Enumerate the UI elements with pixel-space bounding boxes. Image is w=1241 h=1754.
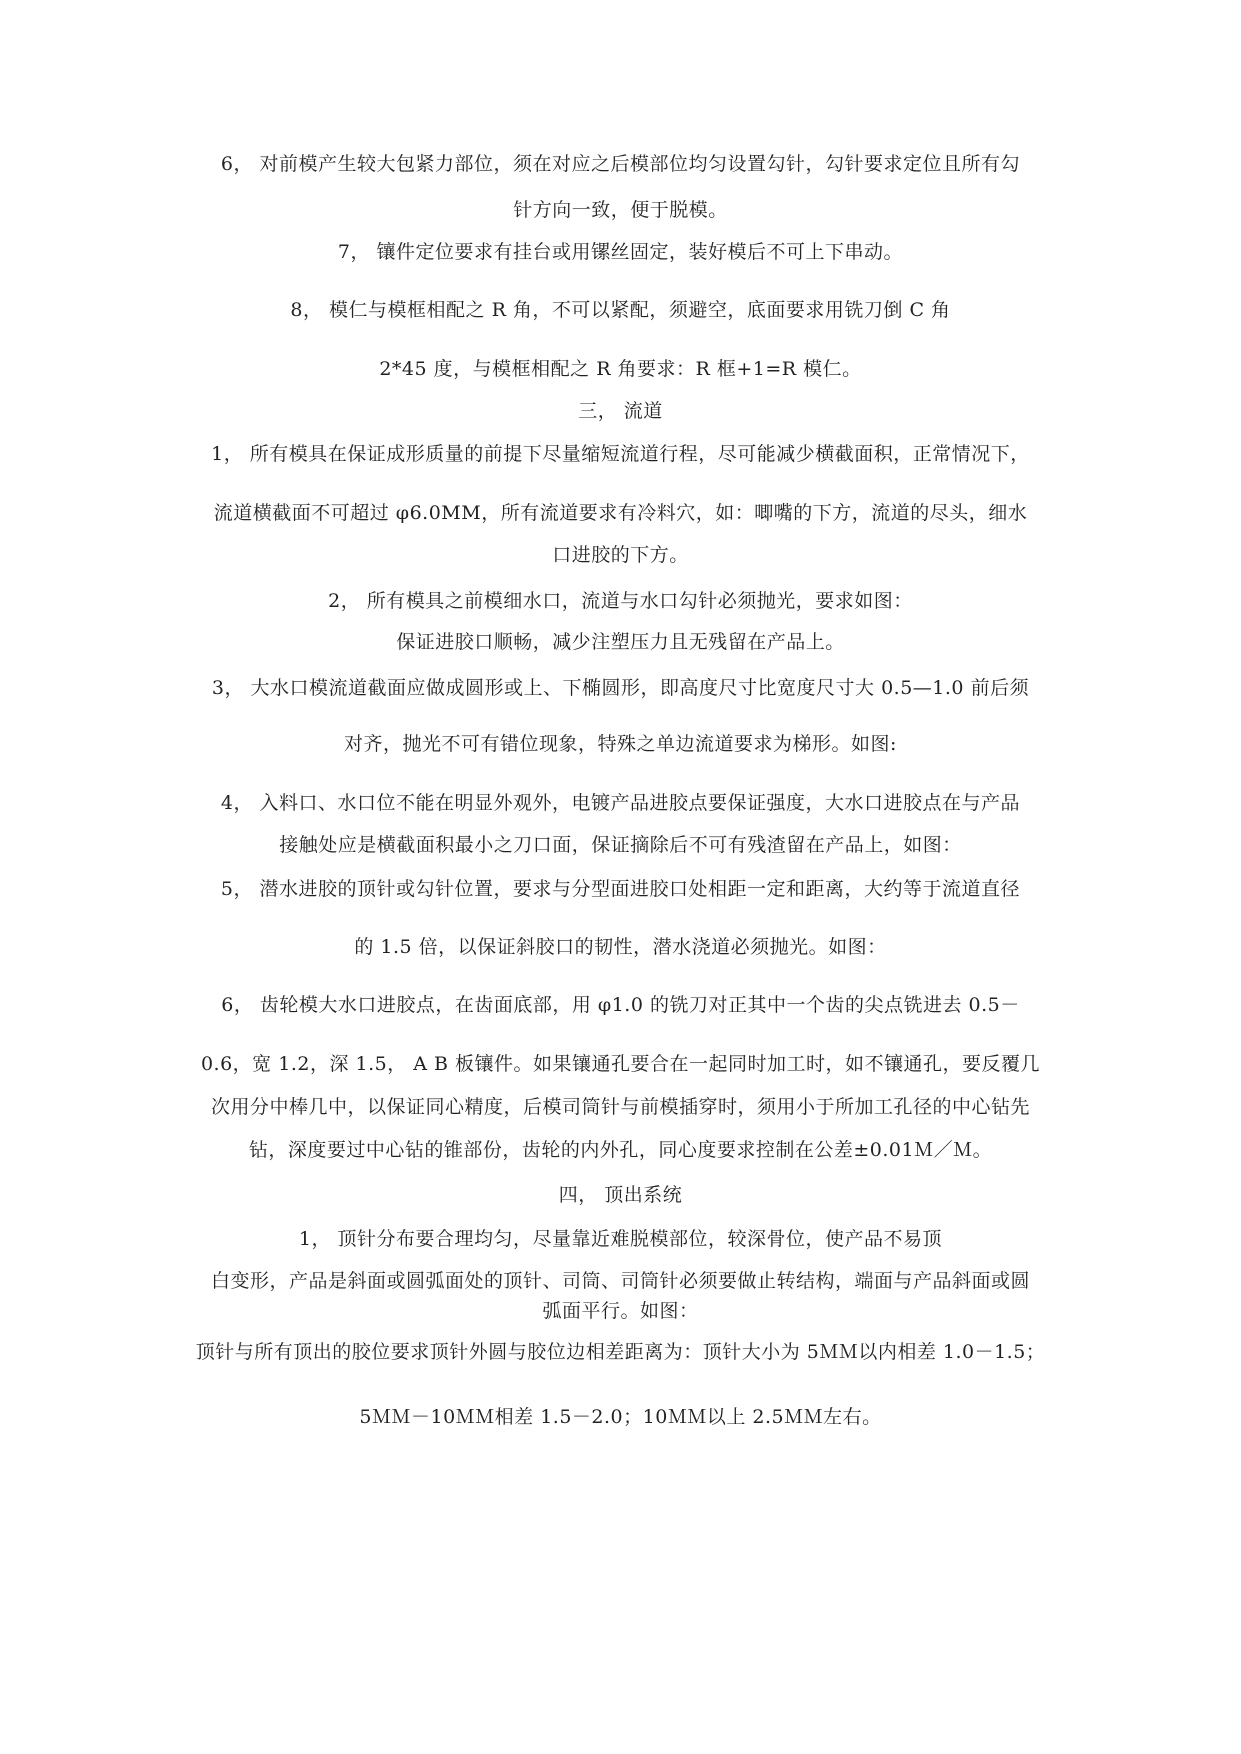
text-line: 钻，深度要过中心钻的锥部份，齿轮的内外孔，同心度要求控制在公差±0.01Ｍ／Ｍ。 xyxy=(248,1139,993,1161)
text-line: 流道横截面不可超过 φ6.0MM，所有流道要求有冷料穴，如：唧嘴的下方，流道的尽头，细水 xyxy=(213,502,1028,524)
text-line: 接触处应是横截面积最小之刀口面，保证摘除后不可有残渣留在产品上，如图： xyxy=(279,834,962,856)
text-line: 6， 对前模产生较大包紧力部位，须在对应之后模部位均匀设置勾针，勾针要求定位且所有勾 xyxy=(220,153,1021,175)
text-line: 次用分中棒几中，以保证同心精度，后模司筒针与前模插穿时，须用小于所加工孔径的中心钻先 xyxy=(210,1096,1030,1118)
text-line: 对齐，抛光不可有错位现象，特殊之单边流道要求为梯形。如图: xyxy=(344,733,897,755)
text-line: 弧面平行。如图： xyxy=(542,1300,699,1322)
text-line: 针方向一致，便于脱模。 xyxy=(513,199,728,221)
section-heading: 四， 顶出系统 xyxy=(558,1184,683,1206)
text-line: 顶针与所有顶出的胶位要求顶针外圆与胶位边相差距离为：顶针大小为 5ＭＭ以内相差 1.0－1.5； xyxy=(195,1341,1046,1363)
text-line: 口进胶的下方。 xyxy=(552,544,689,566)
text-line: 白变形，产品是斜面或圆弧面处的顶针、司筒、司筒针必须要做止转结构，端面与产品斜面或圆 xyxy=(210,1270,1030,1292)
text-line: 保证进胶口顺畅，减少注塑压力且无残留在产品上。 xyxy=(396,631,845,653)
text-line: 3， 大水口模流道截面应做成圆形或上、下椭圆形，即高度尺寸比宽度尺寸大 0.5—1.0 前后须 xyxy=(211,677,1030,699)
text-line: 8， 模仁与模框相配之 R 角，不可以紧配，须避空，底面要求用铣刀倒 C 角 xyxy=(290,299,951,321)
text-line: 4， 入料口、水口位不能在明显外观外，电镀产品进胶点要保证强度，大水口进胶点在与产品 xyxy=(220,792,1021,814)
text-line: 2， 所有模具之前模细水口，流道与水口勾针必须抛光，要求如图： xyxy=(328,590,913,612)
text-line: 的 1.5 倍，以保证斜胶口的韧性，潜水浇道必须抛光。如图： xyxy=(354,936,887,958)
section-heading: 三， 流道 xyxy=(578,400,663,422)
text-line: 5ＭＭ－10ＭＭ相差 1.5－2.0；10ＭＭ以上 2.5ＭＭ左右。 xyxy=(359,1406,882,1428)
text-line: 5， 潜水进胶的顶针或勾针位置，要求与分型面进胶口处相距一定和距离，大约等于流道直径 xyxy=(220,878,1021,900)
text-line: 1， 所有模具在保证成形质量的前提下尽量缩短流道行程，尽可能减少横截面积，正常情况下， xyxy=(211,443,1030,465)
text-line: 6， 齿轮模大水口进胶点，在齿面底部，用 φ1.0 的铣刀对正其中一个齿的尖点铣进去 0.5－ xyxy=(221,994,1020,1016)
text-line: 1， 顶针分布要合理均匀，尽量靠近难脱模部位，较深骨位，使产品不易顶 xyxy=(298,1228,943,1250)
text-line: 0.6，宽 1.2，深 1.5， A B 板镶件。如果镶通孔要合在一起同时加工时，如不镶通孔，要反覆几 xyxy=(200,1053,1041,1075)
text-line: 2*45 度，与模框相配之 R 角要求：R 框+1=R 模仁。 xyxy=(379,358,862,380)
text-line: 7， 镶件定位要求有挂台或用镙丝固定，装好模后不可上下串动。 xyxy=(337,241,904,263)
